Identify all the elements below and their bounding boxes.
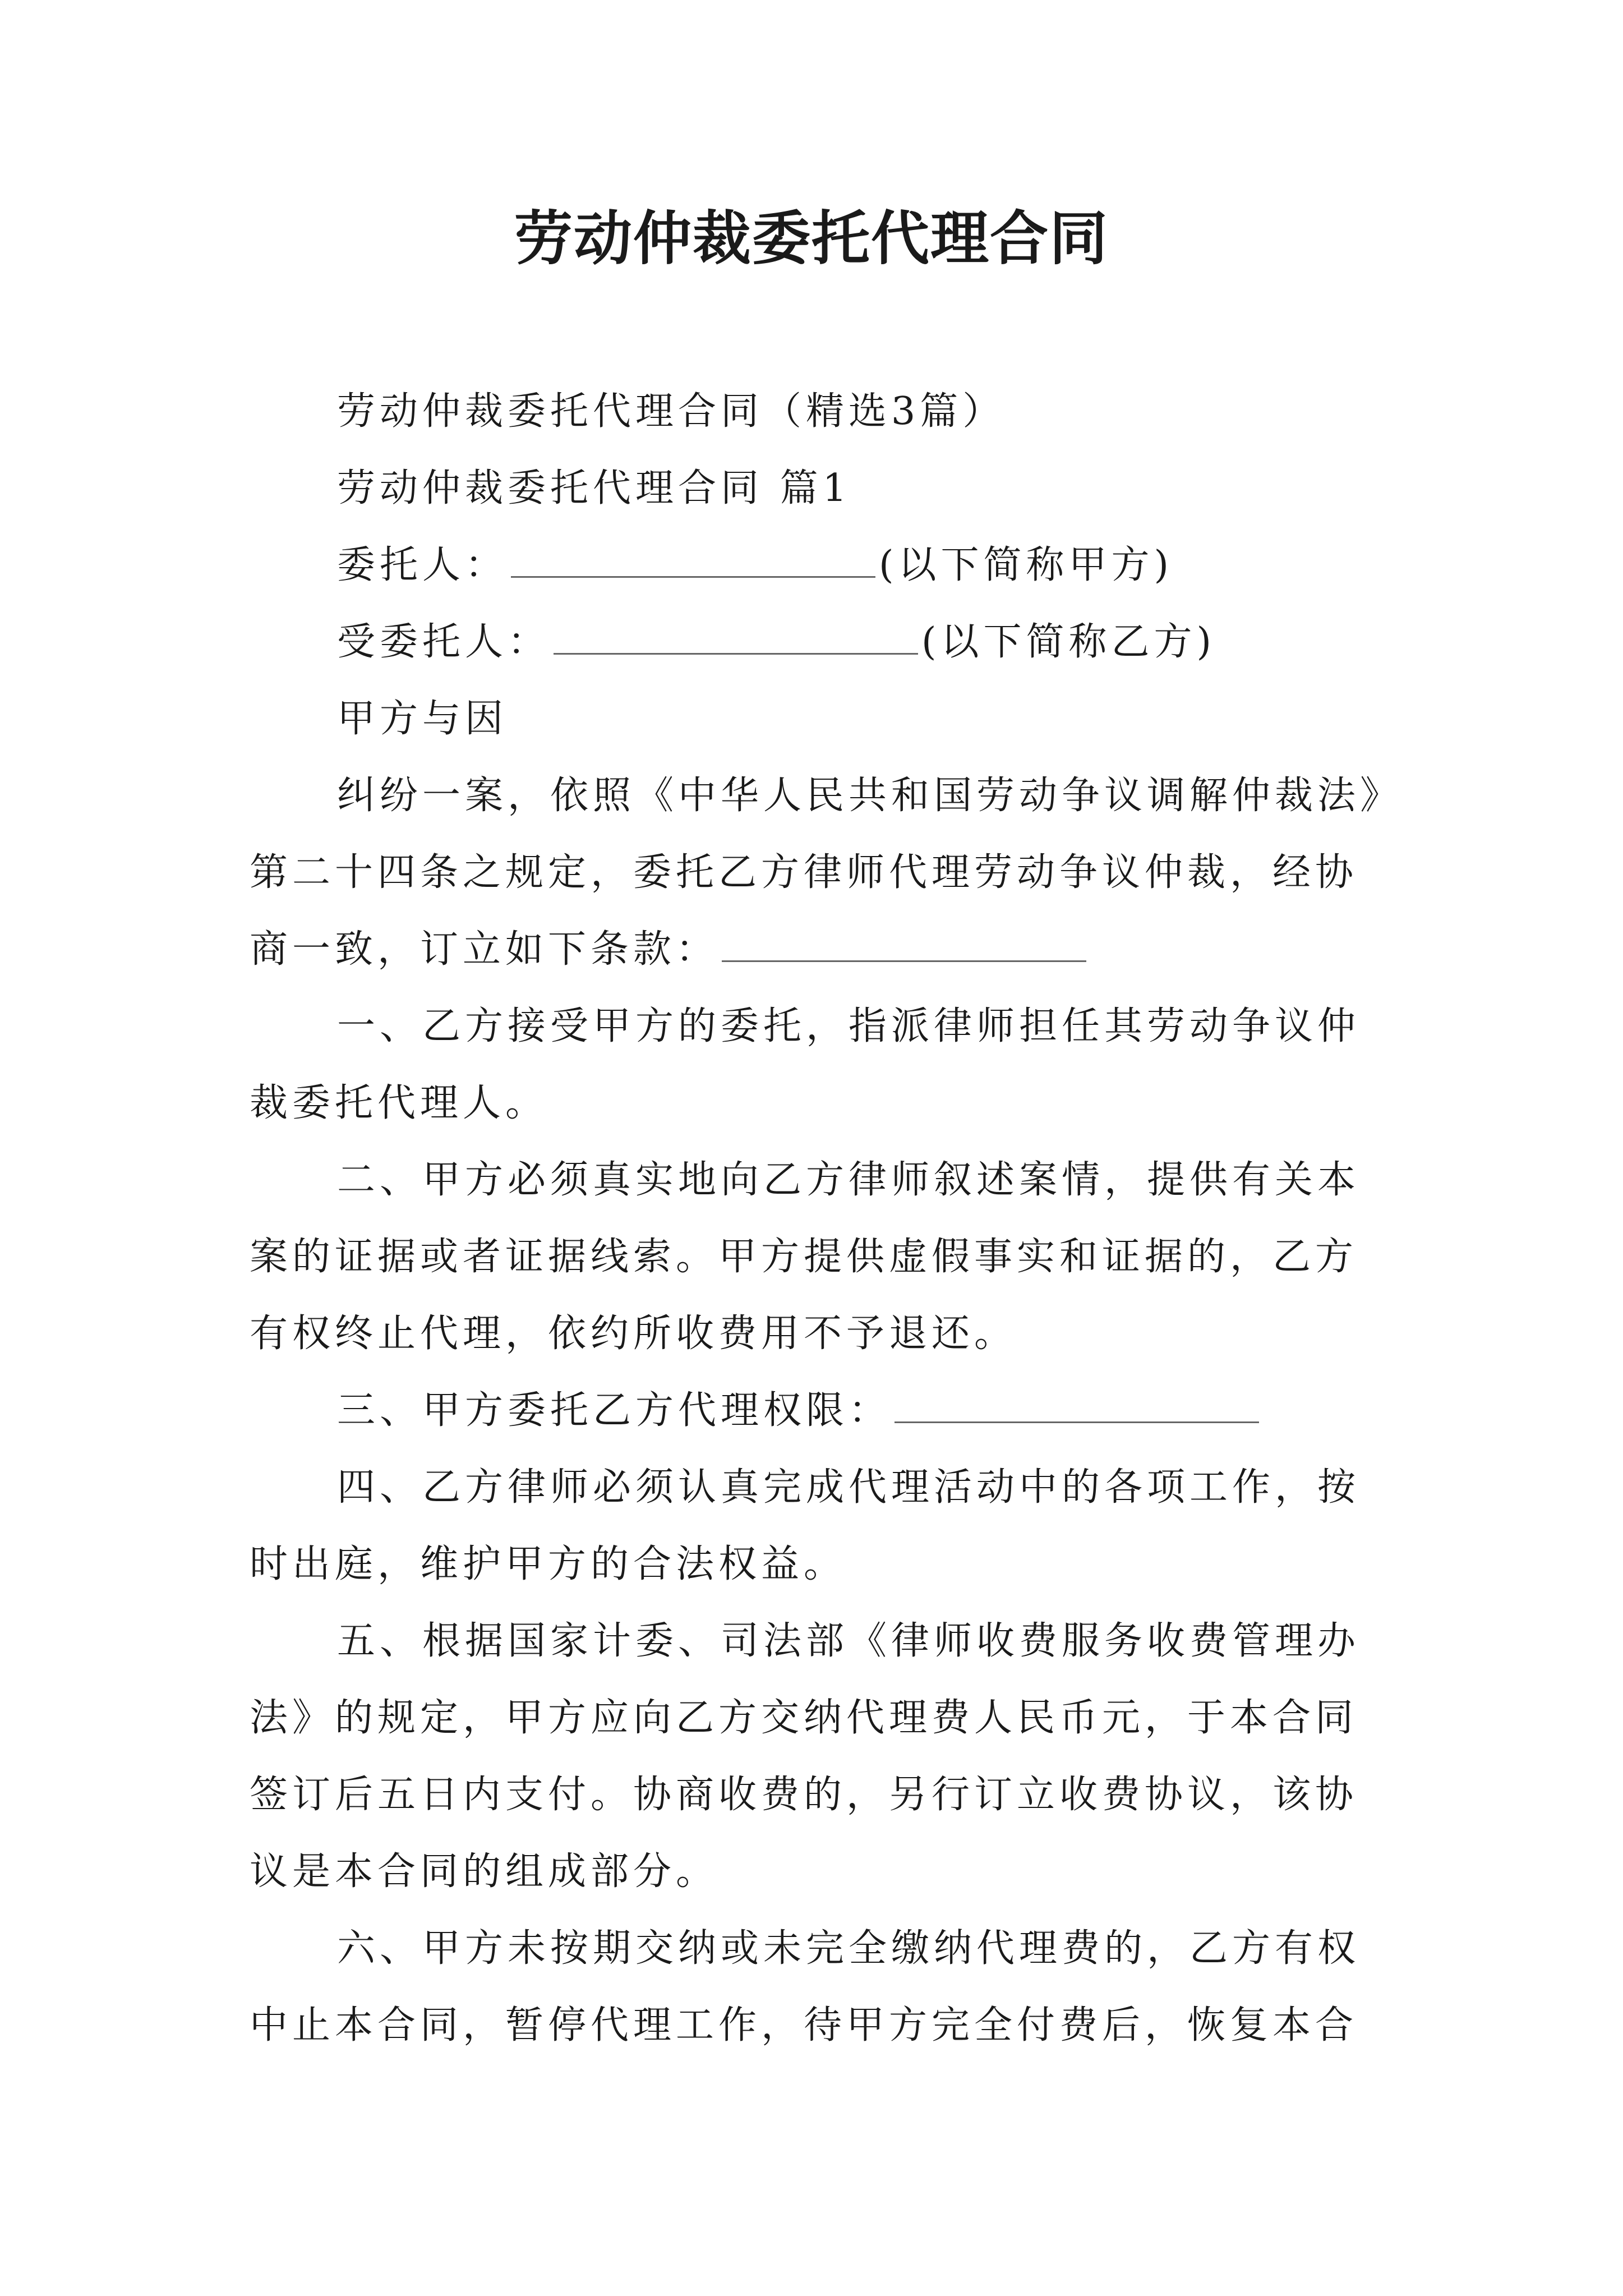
clause-2: 二、甲方必须真实地向乙方律师叙述案情，提供有关本案的证据或者证据线索。甲方提供虚假事实和证据的，乙方有权终止代理，依约所收费用不予退还。 [250, 1158, 1361, 1356]
agent-suffix: (以下简称乙方) [921, 620, 1216, 664]
document-title: 劳动仲裁委托代理合同 [514, 204, 1109, 273]
subtitle: 劳动仲裁委托代理合同（精选3篇） [337, 389, 1006, 434]
section-heading: 劳动仲裁委托代理合同 篇1 [337, 466, 851, 510]
clause-6: 六、甲方未按期交纳或未完全缴纳代理费的，乙方有权中止本合同，暂停代理工作，待甲方完全付费后，恢复本合 [250, 1926, 1361, 2047]
intro-paragraph-text: 纠纷一案，依照《中华人民共和国劳动争议调解仲裁法》第二十四条之规定，委托乙方律师代理劳动争议仲裁，经协商一致，订立如下条款： [250, 774, 1384, 972]
clause-4: 四、乙方律师必须认真完成代理活动中的各项工作，按时出庭，维护甲方的合法权益。 [250, 1465, 1361, 1586]
terms-blank [722, 927, 1086, 962]
intro-line: 甲方与因 [337, 697, 508, 741]
agent-blank [554, 619, 918, 655]
agent-label: 受委托人： [337, 620, 551, 664]
principal-blank [511, 542, 875, 578]
principal-suffix: (以下简称甲方) [879, 543, 1174, 587]
intro-paragraph [250, 757, 1388, 988]
clause-1: 一、乙方接受甲方的委托，指派律师担任其劳动争议仲裁委托代理人。 [250, 1004, 1361, 1125]
clause-3 [250, 1372, 1388, 1449]
principal-label: 委托人： [337, 543, 508, 587]
document-body [250, 373, 1388, 2064]
agent-line [250, 604, 1388, 680]
principal-line [250, 527, 1388, 604]
authority-blank [895, 1388, 1259, 1423]
clause-5: 五、根据国家计委、司法部《律师收费服务收费管理办法》的规定，甲方应向乙方交纳代理费人民币元，于本合同签订后五日内支付。协商收费的，另行订立收费协议，该协议是本合同的组成部分。 [250, 1619, 1361, 1894]
clause-3-text: 三、甲方委托乙方代理权限： [337, 1388, 892, 1433]
